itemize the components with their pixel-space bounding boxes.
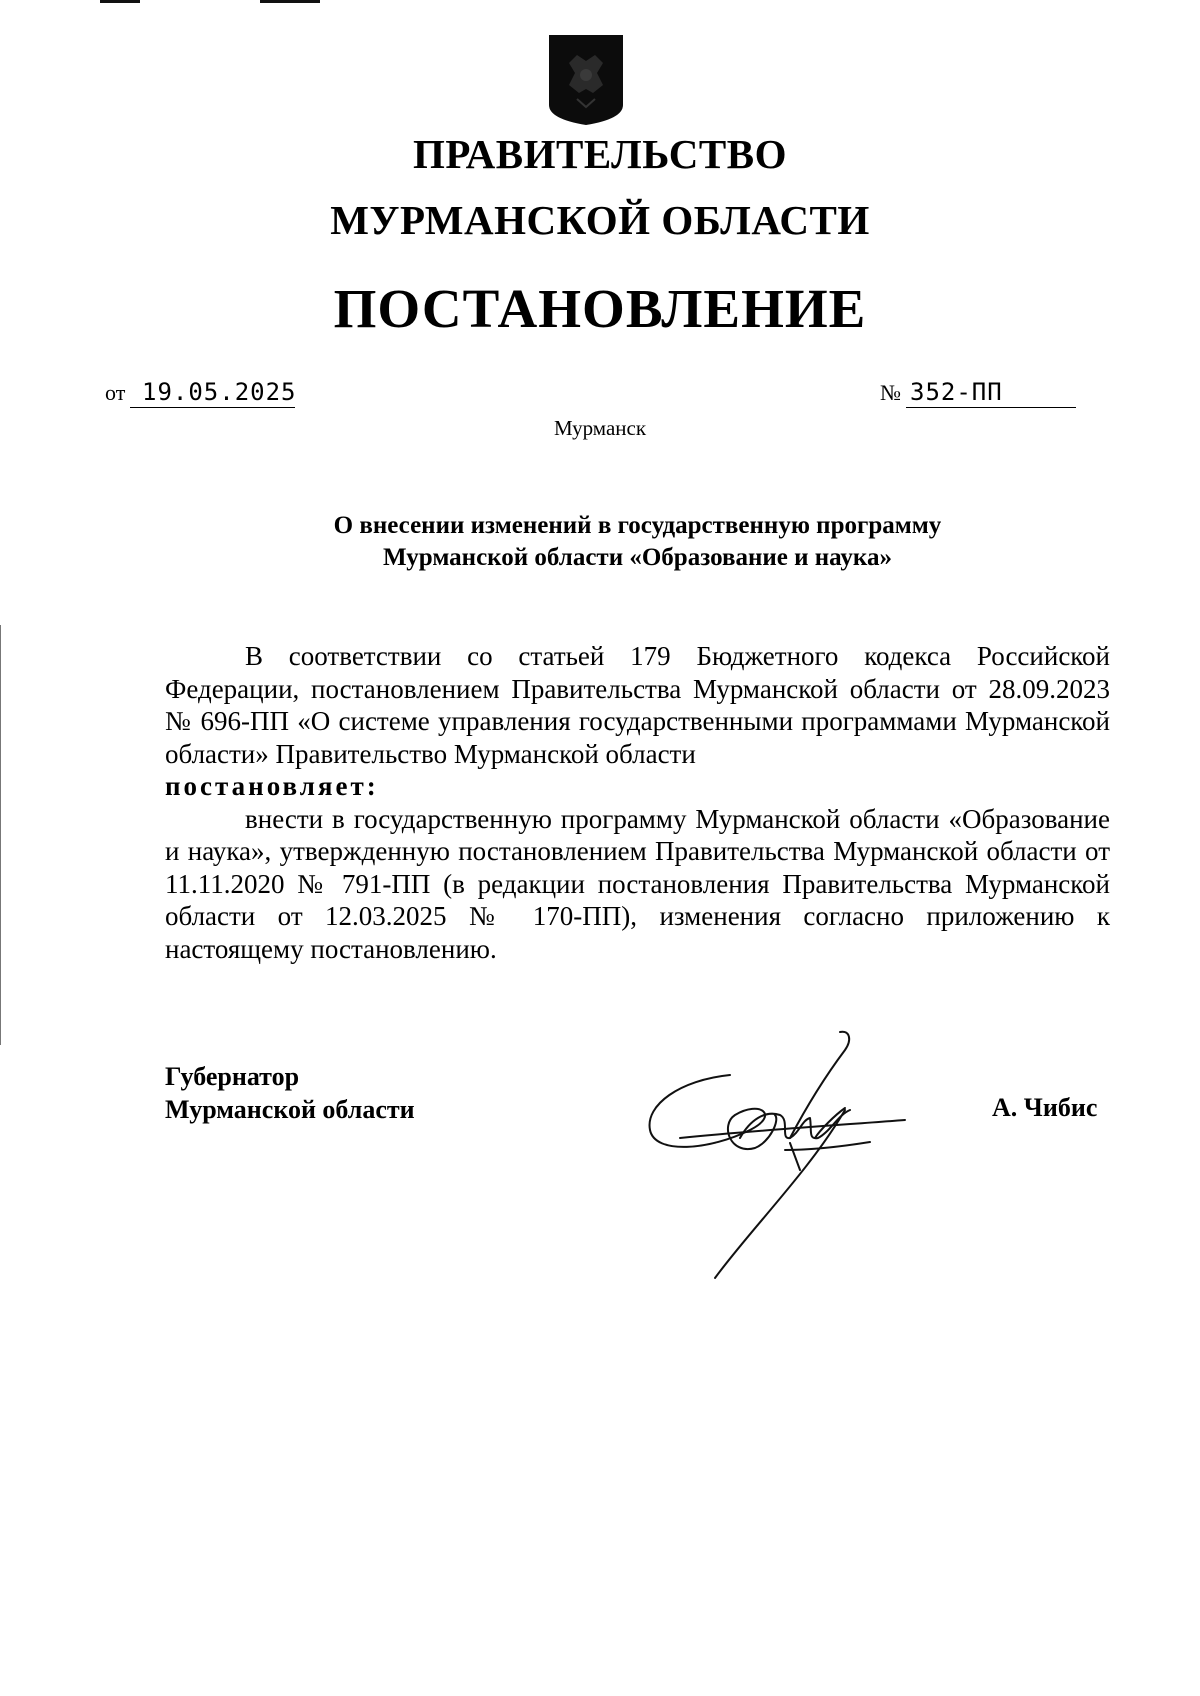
city-name: Мурманск xyxy=(553,416,647,440)
body-paragraph-2: внести в государственную программу Мурманской области «Образование и наука», утвержденную постановлением Правительства Мурманской области от 11.11.2020 № 791-ПП (в редакции постановления Правительства Мурманской области от 12.03.2025 № 170-ПП), изменения согласно приложению к настоящему постановлению. xyxy=(165,803,1110,964)
document-date: 19.05.2025 xyxy=(130,378,295,408)
org-name-line2: МУРМАНСКОЙ ОБЛАСТИ xyxy=(330,197,870,243)
resolves-keyword: постановляет: xyxy=(165,771,379,801)
handwritten-signature xyxy=(640,1020,920,1290)
coat-of-arms-icon xyxy=(547,33,625,127)
subject-line2: Мурманской области «Образование и наука» xyxy=(383,544,892,571)
org-name-line1: ПРАВИТЕЛЬСТВО xyxy=(412,131,788,177)
scan-artifact-top xyxy=(100,0,140,3)
signatory-title-line1: Губернатор xyxy=(165,1062,300,1091)
scan-artifact-left-edge xyxy=(0,625,1,1045)
number-prefix: № xyxy=(880,380,901,405)
body-paragraph-1: В соответствии со статьей 179 Бюджетного кодекса Российской Федерации, постановлением Правительства Мурманской области от 28.09.2023 № 696-ПП «О системе управления государственными программами Мурманской области» Правительство Мурманской области xyxy=(165,641,1110,769)
document-number: 352-ПП xyxy=(906,378,1076,408)
subject-line1: О внесении изменений в государственную программу xyxy=(333,512,942,539)
date-prefix: от xyxy=(105,380,126,405)
signatory-title-line2: Мурманской области xyxy=(165,1095,415,1124)
scan-artifact-top-2 xyxy=(260,0,320,3)
document-subject xyxy=(0,510,1200,574)
document-body xyxy=(165,640,1110,965)
document-type-title: ПОСТАНОВЛЕНИЕ xyxy=(333,278,867,339)
signatory-name: А. Чибис xyxy=(992,1093,1098,1122)
signatory-title xyxy=(165,1060,415,1126)
